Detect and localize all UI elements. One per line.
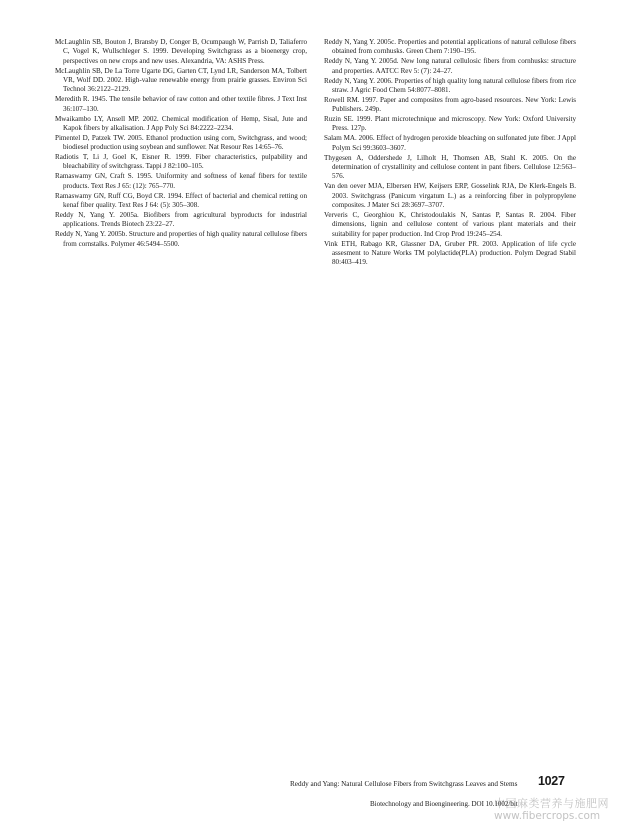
reference-entry: Reddy N, Yang Y. 2005a. Biofibers from agricultural byproducts for industrial applications. Trends Biotech 23:22–27.: [55, 210, 307, 229]
reference-entry: Reddy N, Yang Y. 2005d. New long natural cellulosic fibers from cornhusks: structure and properties. AATCC Rev 5: (7): 24–27.: [324, 57, 576, 75]
reference-entry: Radiotis T, Li J, Goel K, Eisner R. 1999. Fiber characteristics, pulpability and bleachability of switchgrass. Tappi J 82:100–105.: [55, 153, 307, 171]
site-watermark: [494, 798, 609, 822]
reference-entry: Ramaswamy GN, Ruff CG, Boyd CR. 1994. Effect of bacterial and chemical retting on kenaf fiber quality. Text Res J 64: (5): 305–308.: [55, 191, 307, 209]
reference-entry: Salam MA. 2006. Effect of hydrogen peroxide bleaching on sulfonated jute fiber. J Appl Polym Sci 99:3603–3607.: [324, 134, 576, 152]
page-number: 1027: [538, 774, 565, 788]
reference-entry: Mwaikambo LY, Ansell MP. 2002. Chemical modification of Hemp, Sisal, Jute and Kapok fibers by alkalisation. J App Poly Sci 84:2222–2234.: [55, 114, 307, 132]
watermark-chinese-text: 中国麻类营养与施肥网: [494, 797, 609, 810]
reference-entry: Ramaswamy GN, Craft S. 1995. Uniformity and softness of kenaf fibers for textile products. Text Res J 65: (12): 765–770.: [55, 172, 307, 190]
running-title: Reddy and Yang: Natural Cellulose Fibers from Switchgrass Leaves and Stems: [290, 780, 518, 788]
reference-entry: McLaughlin SB, Bouton J, Bransby D, Conger B, Ocumpaugh W, Parrish D, Taliaferro C, Vogel K, Wullschleger S. 1999. Developing Switchgrass as a bioenergy crop, perspectives on new crops and new uses. Alexandria, VA: ASHS Press.: [55, 38, 307, 65]
reference-entry: Pimentel D, Patzek TW. 2005. Ethanol production using corn, Switchgrass, and wood; biodiesel production using soybean and sunflower. Nat Resour Res 14:65–76.: [55, 133, 307, 152]
reference-entry: Thygesen A, Oddershede J, Lilholt H, Thomsen AB, Stahl K. 2005. On the determination of crystallinity and cellulose content in pant fibers. Cellulose 12:563–576.: [324, 153, 576, 181]
reference-entry: Ruzin SE. 1999. Plant microtechnique and microscopy. New York: Oxford University Press. 127p.: [324, 115, 576, 133]
reference-entry: Reddy N, Yang Y. 2005b. Structure and properties of high quality natural cellulose fibers from cornstalks. Polymer 46:5494–5500.: [55, 230, 307, 248]
reference-entry: Rowell RM. 1997. Paper and composites from agro-based resources. New York: Lewis Publishers. 249p.: [324, 95, 576, 114]
reference-entry: Reddy N, Yang Y. 2006. Properties of high quality long natural cellulose fibers from rice straw. J Agric Food Chem 54:8077–8081.: [324, 76, 576, 94]
watermark-url: www.fibercrops.com: [494, 810, 601, 822]
reference-list-left-column: [55, 38, 307, 250]
reference-entry: Meredith R. 1945. The tensile behavior of raw cotton and other textile fibres. J Text Inst 36:107–130.: [55, 95, 307, 113]
reference-entry: Van den oever MJA, Elbersen HW, Keijsers ERP, Gosselink RJA, De Klerk-Engels B. 2003. Switchgrass (Panicum virgatum L.) as a reinforcing fiber in polypropylene composites. J Mater Sci 28:3697–3707.: [324, 182, 576, 209]
reference-entry: McLaughlin SB, De La Torre Ugarte DG, Garten CT, Lynd LR, Sanderson MA, Tolbert VR, Wolf DD. 2002. High-value renewable energy from prairie grasses. Environ Sci Technol 36:2122–2129.: [55, 66, 307, 94]
reference-list-right-column: [324, 38, 576, 268]
reference-entry: Reddy N, Yang Y. 2005c. Properties and potential applications of natural cellulose fibers obtained from cornhusks. Green Chem 7:190–195.: [324, 38, 576, 56]
reference-entry: Ververis C, Georghiou K, Christodoulakis N, Santas P, Santas R. 2004. Fiber dimensions, lignin and cellulose content of various plant materials and their suitability for paper production. Ind Crop Prod 19:245–254.: [324, 210, 576, 238]
journal-doi-line: Biotechnology and Bioengineering. DOI 10.1002/bit: [370, 800, 518, 808]
reference-entry: Vink ETH, Rabago KR, Glassner DA, Gruber PR. 2003. Application of life cycle assesment to Nature Works TM polylactide(PLA) production. Polym Degrad Stabil 80:403–419.: [324, 239, 576, 267]
